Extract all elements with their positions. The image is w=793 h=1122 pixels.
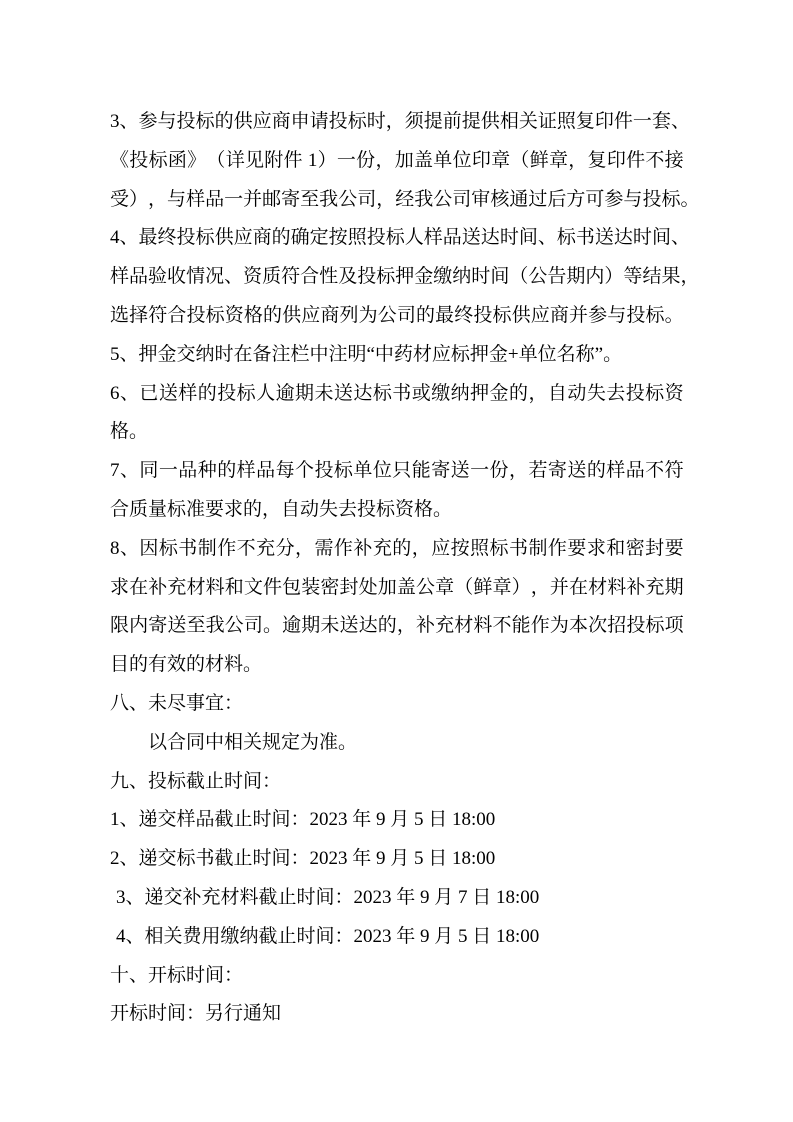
text-line: 8 、 因 标 书 制 作 不 充 分 ， 需 作 补 充 的 ， 应 按 照 标 书 制 作 要 求 和 密 封 要 [110, 537, 684, 559]
text-line: 5、押金交纳时在备注栏中注明“中药材应标押金+单位名称”。 [110, 343, 623, 365]
text-line: 限 内 寄 送 至 我 公 司 。 逾 期 未 送 达 的 ， 补 充 材 料 不 能 作 为 本 次 招 投 标 项 [110, 615, 684, 637]
text-line: 样 品 验 收 情 况 、 资 质 符 合 性 及 投 标 押 金 缴 纳 时 间 （ 公 告 期 内 ） 等 结 果 ， [110, 266, 700, 288]
text-line: 受 ） ， 与 样 品 一 并 邮 寄 至 我 公 司 ， 经 我 公 司 审 核 通 过 后 方 可 参 与 投 标 。 [110, 188, 700, 210]
text-line: 3 、 参 与 投 标 的 供 应 商 申 请 投 标 时 ， 须 提 前 提 供 相 关 证 照 复 印 件 一 套 、 [110, 111, 690, 132]
text-line: 《 投 标 函 》 （ 详 见 附 件 1 ） 一 份 ， 加 盖 单 位 印 章 （ 鲜 章 ， 复 印 件 不 接 [110, 149, 684, 171]
text-line: 7 、 同 一 品 种 的 样 品 每 个 投 标 单 位 只 能 寄 送 一 份 ， 若 寄 送 的 样 品 不 符 [110, 460, 684, 482]
text-line: 3、递交补充材料截止时间：2023 年 9 月 7 日 18:00 [116, 886, 540, 908]
text-line: 求 在 补 充 材 料 和 文 件 包 装 密 封 处 加 盖 公 章 （ 鲜 章 ） ， 并 在 材 料 补 充 期 [110, 576, 684, 598]
text-line: 以合同中相关规定为准。 [148, 731, 358, 753]
text-line: 4、相关费用缴纳截止时间：2023 年 9 月 5 日 18:00 [116, 925, 540, 947]
text-line: 2、递交标书截止时间：2023 年 9 月 5 日 18:00 [110, 848, 496, 870]
text-line: 十、开标时间： [110, 964, 244, 986]
text-line: 格。 [110, 421, 149, 443]
text-line: 九、投标截止时间： [110, 770, 282, 792]
document-body [110, 103, 700, 1034]
text-line: 开标时间：另行通知 [110, 1003, 282, 1025]
text-line: 6 、 已 送 样 的 投 标 人 逾 期 未 送 达 标 书 或 缴 纳 押 金 的 ， 自 动 失 去 投 标 资 [110, 382, 684, 404]
text-line: 目的有效的材料。 [110, 654, 263, 676]
text-line: 选 择 符 合 投 标 资 格 的 供 应 商 列 为 公 司 的 最 终 投 标 供 应 商 并 参 与 投 标 。 [110, 304, 684, 326]
text-line: 4 、 最 终 投 标 供 应 商 的 确 定 按 照 投 标 人 样 品 送 达 时 间 、 标 书 送 达 时 间 、 [110, 227, 690, 249]
text-line: 合质量标准要求的，自动失去投标资格。 [110, 498, 453, 520]
text-line: 1、递交样品截止时间：2023 年 9 月 5 日 18:00 [110, 809, 496, 831]
text-line: 八、未尽事宜： [110, 692, 244, 714]
